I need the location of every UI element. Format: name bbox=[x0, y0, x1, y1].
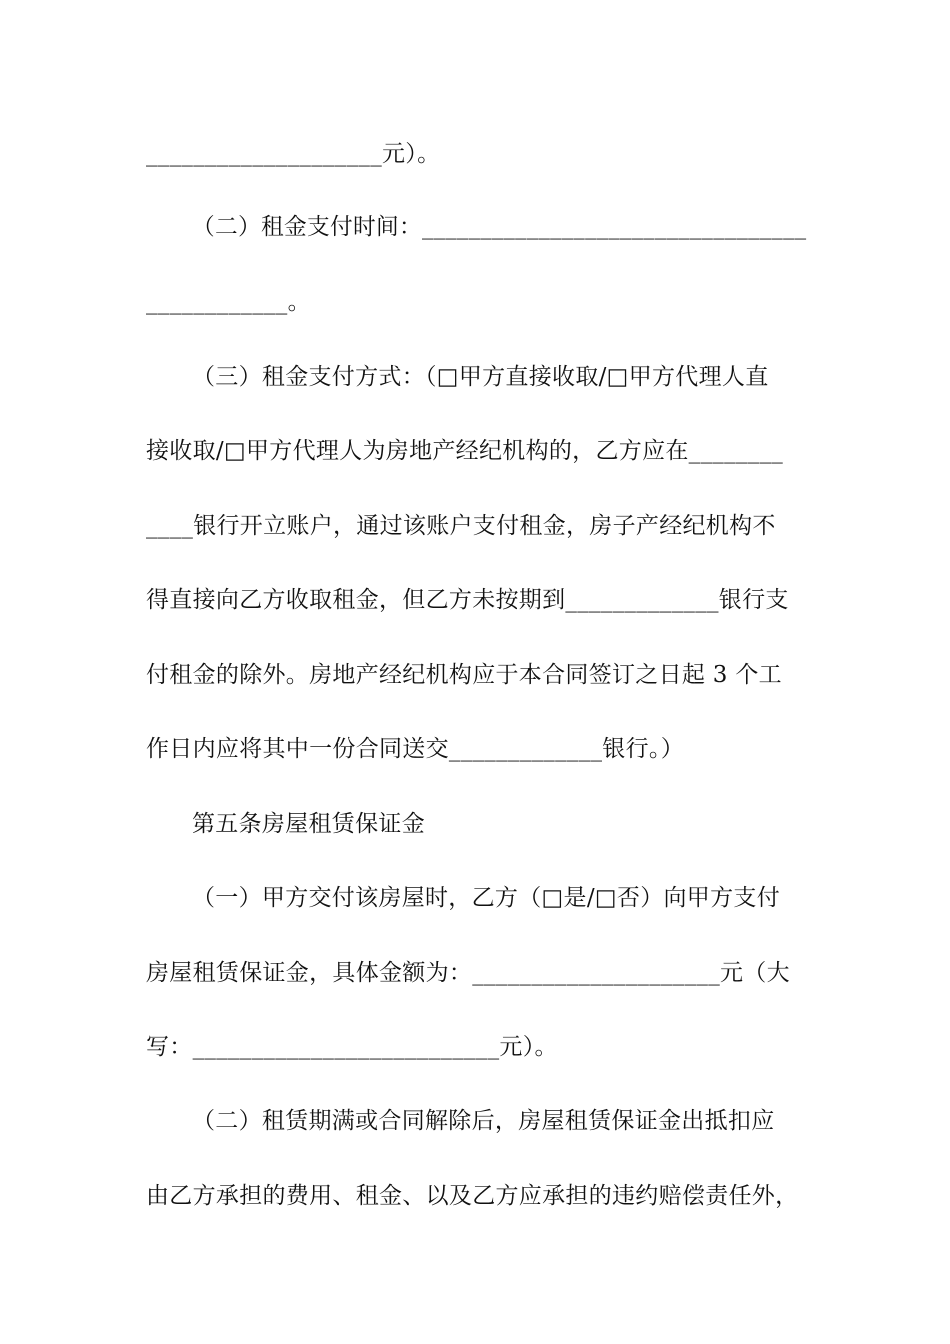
text-line-8: 付租金的除外。房地产经纪机构应于本合同签订之日起 3 个工 bbox=[146, 662, 782, 688]
text-line-5: 接收取/□甲方代理人为房地产经纪机构的，乙方应在________ bbox=[146, 438, 784, 464]
text-line-15: 由乙方承担的费用、租金、以及乙方应承担的违约赔偿责任外， bbox=[146, 1183, 799, 1209]
text-line-2: （二）租金支付时间：_________________________________ bbox=[192, 214, 807, 240]
text-line-12: 房屋租赁保证金，具体金额为：_____________________元（大 bbox=[146, 960, 790, 986]
section-heading: 第五条房屋租赁保证金 bbox=[192, 811, 425, 837]
text-line-7: 得直接向乙方收取租金，但乙方未按期到_____________银行支 bbox=[146, 587, 789, 613]
text-line-13: 写：__________________________元）。 bbox=[146, 1034, 558, 1060]
text-line-6: ____银行开立账户，通过该账户支付租金，房子产经纪机构不 bbox=[146, 513, 776, 539]
text-line-4: （三）租金支付方式：（□甲方直接收取/□甲方代理人直 bbox=[192, 364, 769, 390]
text-line-3: ____________。 bbox=[146, 289, 311, 315]
text-line-11: （一）甲方交付该房屋时，乙方（□是/□否）向甲方支付 bbox=[192, 885, 781, 911]
text-line-14: （二）租赁期满或合同解除后，房屋租赁保证金出抵扣应 bbox=[192, 1108, 775, 1134]
text-line-1: ____________________元）。 bbox=[146, 141, 441, 167]
text-line-9: 作日内应将其中一份合同送交_____________银行。） bbox=[146, 736, 684, 762]
